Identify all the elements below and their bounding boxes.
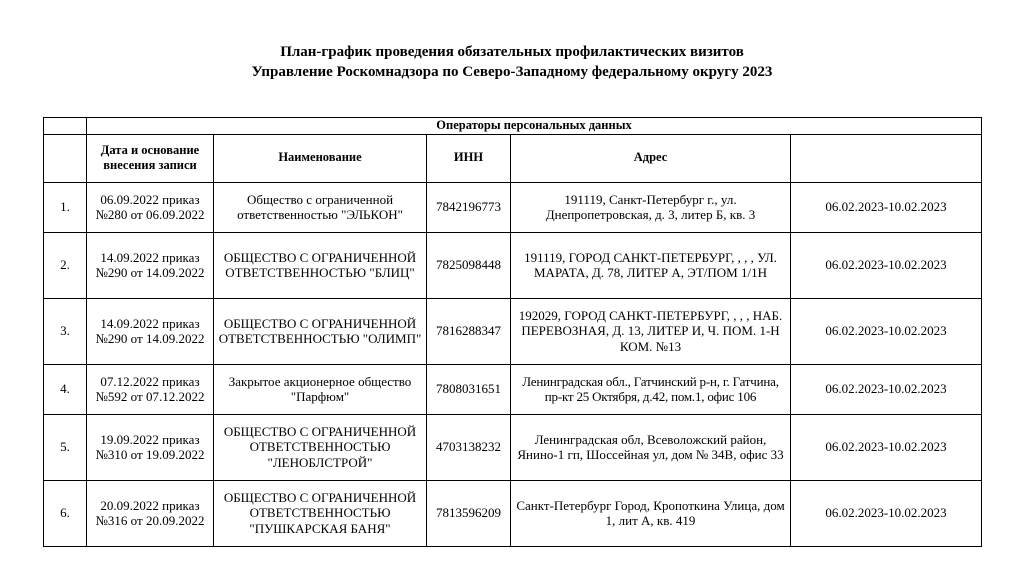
row-inn: 7842196773 bbox=[427, 182, 511, 232]
row-inn: 7825098448 bbox=[427, 232, 511, 298]
row-name: ОБЩЕСТВО С ОГРАНИЧЕННОЙ ОТВЕТСТВЕННОСТЬЮ "БЛИЦ" bbox=[214, 232, 427, 298]
column-header-date: Дата и основание внесения записи bbox=[87, 134, 214, 182]
table-group-header-row bbox=[44, 118, 982, 135]
row-number: 2. bbox=[44, 232, 87, 298]
row-date: 14.09.2022 приказ №290 от 14.09.2022 bbox=[87, 232, 214, 298]
row-number: 4. bbox=[44, 364, 87, 414]
row-name: ОБЩЕСТВО С ОГРАНИЧЕННОЙ ОТВЕТСТВЕННОСТЬЮ "ПУШКАРСКАЯ БАНЯ" bbox=[214, 480, 427, 546]
table-row bbox=[44, 298, 982, 364]
row-number: 1. bbox=[44, 182, 87, 232]
row-inn: 7816288347 bbox=[427, 298, 511, 364]
table-row bbox=[44, 232, 982, 298]
row-address: Ленинградская обл., Гатчинский р-н, г. Гатчина, пр-кт 25 Октября, д.42, пом.1, офис 106 bbox=[511, 364, 791, 414]
group-header-empty-cell bbox=[44, 118, 87, 135]
table-column-header-row bbox=[44, 134, 982, 182]
column-header-number bbox=[44, 134, 87, 182]
row-period: 06.02.2023-10.02.2023 bbox=[791, 480, 982, 546]
row-date: 07.12.2022 приказ №592 от 07.12.2022 bbox=[87, 364, 214, 414]
row-inn: 7808031651 bbox=[427, 364, 511, 414]
row-name: ОБЩЕСТВО С ОГРАНИЧЕННОЙ ОТВЕТСТВЕННОСТЬЮ "ЛЕНОБЛСТРОЙ" bbox=[214, 414, 427, 480]
row-number: 6. bbox=[44, 480, 87, 546]
row-inn: 7813596209 bbox=[427, 480, 511, 546]
row-date: 14.09.2022 приказ №290 от 14.09.2022 bbox=[87, 298, 214, 364]
row-period: 06.02.2023-10.02.2023 bbox=[791, 232, 982, 298]
row-number: 3. bbox=[44, 298, 87, 364]
document-title: План-график проведения обязательных профилактических визитов bbox=[280, 44, 744, 60]
table-row bbox=[44, 182, 982, 232]
row-name: Закрытое акционерное общество "Парфюм" bbox=[214, 364, 427, 414]
table-row bbox=[44, 414, 982, 480]
row-date: 19.09.2022 приказ №310 от 19.09.2022 bbox=[87, 414, 214, 480]
document-subtitle: Управление Роскомнадзора по Северо-Западному федеральному округу 2023 bbox=[251, 64, 773, 80]
row-inn: 4703138232 bbox=[427, 414, 511, 480]
row-address: 191119, Санкт-Петербург г., ул. Днепропетровская, д. 3, литер Б, кв. 3 bbox=[511, 182, 791, 232]
row-date: 06.09.2022 приказ №280 от 06.09.2022 bbox=[87, 182, 214, 232]
row-address: 192029, ГОРОД САНКТ-ПЕТЕРБУРГ, , , , НАБ. ПЕРЕВОЗНАЯ, Д. 13, ЛИТЕР И, Ч. ПОМ. 1-Н КОМ. №13 bbox=[511, 298, 791, 364]
row-name: ОБЩЕСТВО С ОГРАНИЧЕННОЙ ОТВЕТСТВЕННОСТЬЮ "ОЛИМП" bbox=[214, 298, 427, 364]
row-address: Санкт-Петербург Город, Кропоткина Улица, дом 1, лит А, кв. 419 bbox=[511, 480, 791, 546]
table-row bbox=[44, 364, 982, 414]
row-period: 06.02.2023-10.02.2023 bbox=[791, 298, 982, 364]
column-header-period bbox=[791, 134, 982, 182]
row-address: 191119, ГОРОД САНКТ-ПЕТЕРБУРГ, , , , УЛ. МАРАТА, Д. 78, ЛИТЕР А, ЭТ/ПОМ 1/1Н bbox=[511, 232, 791, 298]
row-date: 20.09.2022 приказ №316 от 20.09.2022 bbox=[87, 480, 214, 546]
table-row bbox=[44, 480, 982, 546]
row-address: Ленинградская обл, Всеволожский район, Янино-1 гп, Шоссейная ул, дом № 34В, офис 33 bbox=[511, 414, 791, 480]
column-header-address: Адрес bbox=[511, 134, 791, 182]
visits-schedule-table bbox=[43, 117, 982, 547]
column-header-name: Наименование bbox=[214, 134, 427, 182]
column-header-inn: ИНН bbox=[427, 134, 511, 182]
row-number: 5. bbox=[44, 414, 87, 480]
row-name: Общество с ограниченной ответственностью "ЭЛЬКОН" bbox=[214, 182, 427, 232]
row-period: 06.02.2023-10.02.2023 bbox=[791, 364, 982, 414]
group-header-operators: Операторы персональных данных bbox=[87, 118, 982, 135]
row-period: 06.02.2023-10.02.2023 bbox=[791, 414, 982, 480]
row-period: 06.02.2023-10.02.2023 bbox=[791, 182, 982, 232]
